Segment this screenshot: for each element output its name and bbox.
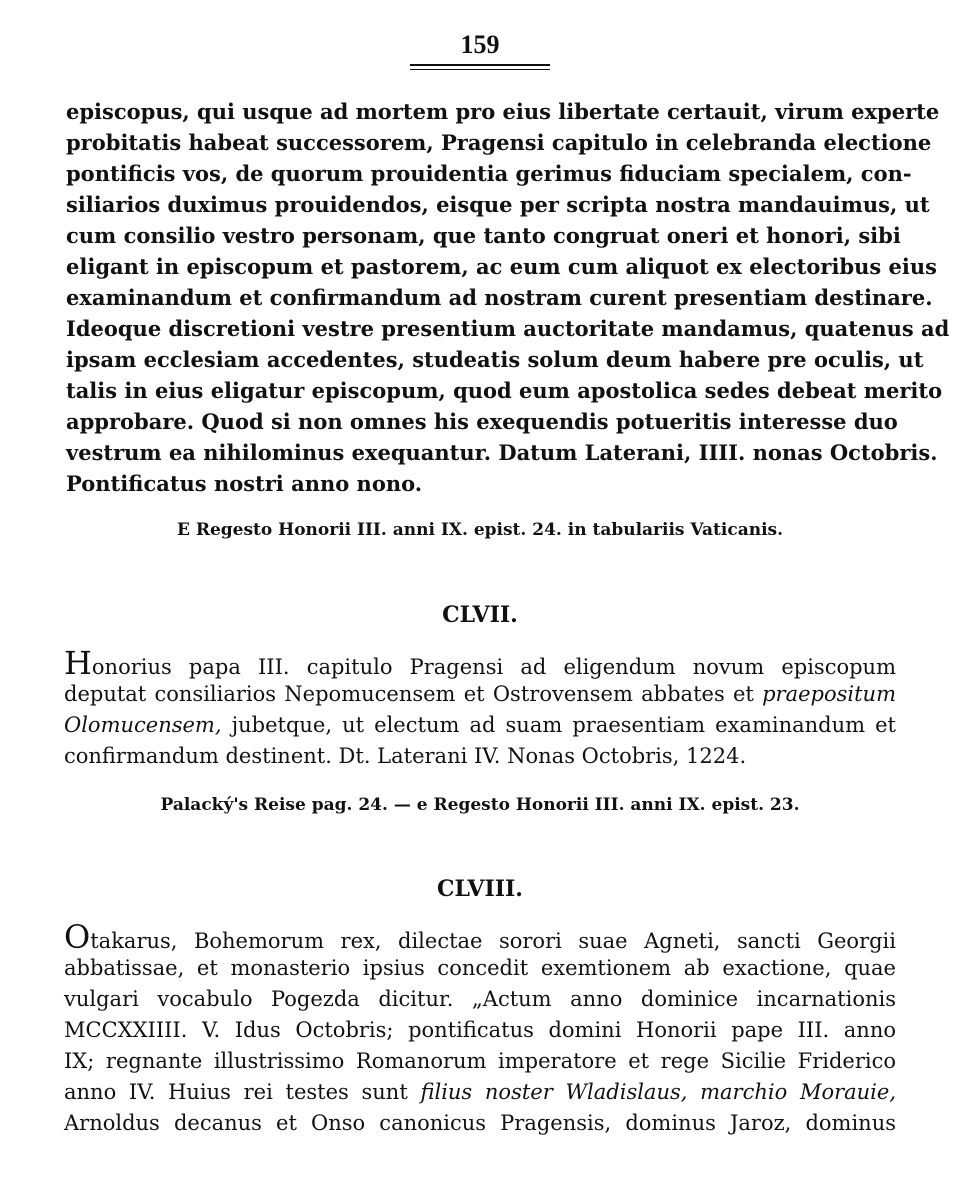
text-line: ipsam ecclesiam accedentes, studeatis solum deum habere pre oculis, ut xyxy=(66,347,924,372)
source-citation: E Regesto Honorii III. anni IX. epist. 24. in tabulariis Vaticanis. xyxy=(176,520,784,540)
text-line: vestrum ea nihilominus exequantur. Datum Laterani, IIII. nonas Octobris. xyxy=(66,440,938,465)
summary-line: Otakarus, Bohemorum rex, dilectae sorori suae Agneti, sancti Georgii xyxy=(64,918,896,956)
continuation-text xyxy=(66,96,950,499)
text-line: approbare. Quod si non omnes his exequendis potueritis interesse duo xyxy=(66,409,898,434)
summary-line: IX; regnante illustrissimo Romanorum imperatore et rege Sicilie Friderico xyxy=(64,1049,896,1073)
header-rule xyxy=(410,64,550,66)
source-citation: Palacký's Reise pag. 24. — e Regesto Honorii III. anni IX. epist. 23. xyxy=(160,795,800,815)
summary-line: confirmandum destinent. Dt. Laterani IV. Nonas Octobris, 1224. xyxy=(64,744,747,768)
document-number: CLVIII. xyxy=(437,876,523,902)
initial-letter: O xyxy=(64,918,91,956)
document-summary xyxy=(64,644,896,772)
header-rule-thin xyxy=(410,69,550,70)
text-line: cum consilio vestro personam, que tanto congruat oneri et honori, sibi xyxy=(66,223,901,248)
summary-line: MCCXXIIII. V. Idus Octobris; pontificatus domini Honorii pape III. anno xyxy=(64,1018,896,1042)
summary-line: vulgari vocabulo Pogezda dicitur. „Actum anno dominice incarnationis xyxy=(64,987,896,1011)
text-line: pontificis vos, de quorum prouidentia gerimus fiduciam specialem, con- xyxy=(66,161,912,186)
document-number: CLVII. xyxy=(442,602,518,628)
summary-line: Honorius papa III. capitulo Pragensi ad eligendum novum episcopum xyxy=(64,644,896,682)
summary-line: abbatissae, et monasterio ipsius concedit exemtionem ab exactione, quae xyxy=(64,956,896,980)
text-line: Ideoque discretioni vestre presentium auctoritate mandamus, quatenus ad xyxy=(66,316,950,341)
page-number: 159 xyxy=(460,30,500,59)
summary-line: Arnoldus decanus et Onso canonicus Pragensis, dominus Jaroz, dominus xyxy=(64,1111,896,1135)
text-line: Pontificatus nostri anno nono. xyxy=(66,471,423,496)
text-line: examinandum et confirmandum ad nostram curent presentiam destinare. xyxy=(66,285,933,310)
document-summary xyxy=(64,918,896,1139)
summary-line: Olomucensem, jubetque, ut electum ad suam praesentiam examinandum et xyxy=(64,713,896,737)
text-line: siliarios duximus prouidendos, eisque per scripta nostra mandauimus, ut xyxy=(66,192,930,217)
summary-line: deputat consiliarios Nepomucensem et Ostrovensem abbates et praepositum xyxy=(64,682,896,706)
text-line: probitatis habeat successorem, Pragensi capitulo in celebranda electione xyxy=(66,130,932,155)
initial-letter: H xyxy=(64,644,92,682)
text-line: eligant in episcopum et pastorem, ac eum cum aliquot ex electoribus eius xyxy=(66,254,937,279)
text-line: episcopus, qui usque ad mortem pro eius libertate certauit, virum experte xyxy=(66,99,940,124)
text-line: talis in eius eligatur episcopum, quod eum apostolica sedes debeat merito xyxy=(66,378,943,403)
summary-line: anno IV. Huius rei testes sunt filius noster Wladislaus, marchio Morauie, xyxy=(64,1080,896,1104)
